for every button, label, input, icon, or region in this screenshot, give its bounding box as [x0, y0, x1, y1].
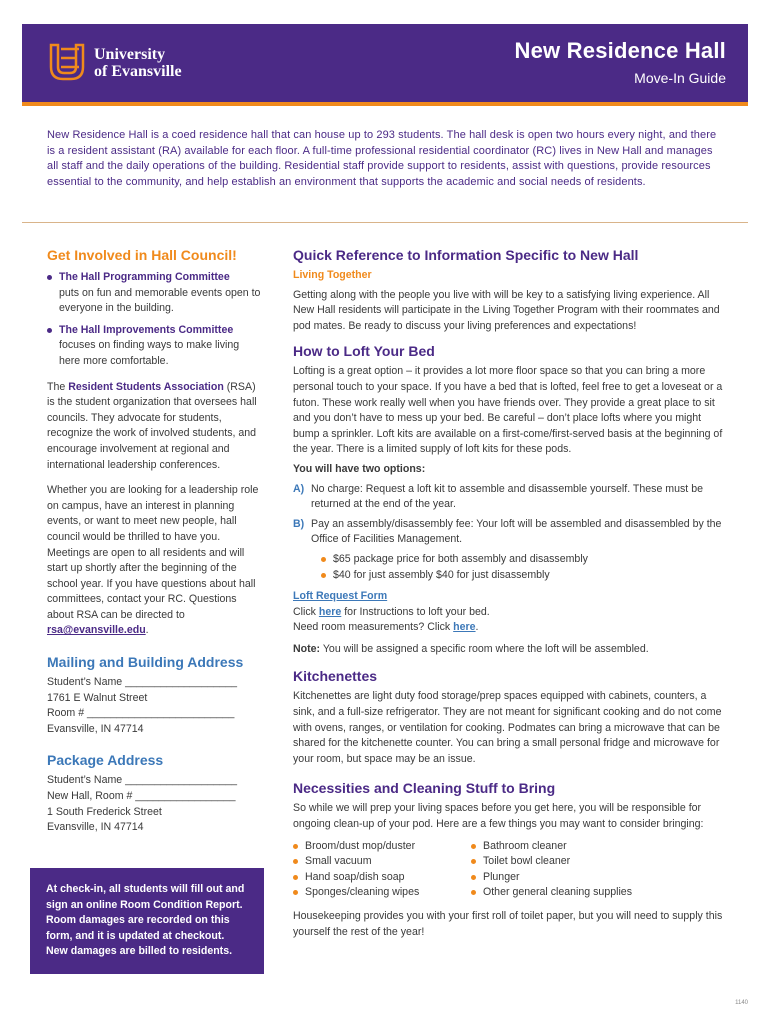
housekeeping-text: Housekeeping provides you with your first roll of toilet paper, but you will need to supply this yourself the rest of the year! — [293, 910, 723, 938]
loft-request-form-link[interactable]: Loft Request Form — [293, 590, 388, 603]
left-column — [47, 246, 261, 836]
address-line: 1761 E Walnut Street — [47, 691, 148, 704]
options-label: You will have two options: — [293, 462, 426, 475]
address-line: Evansville, IN 47714 — [47, 722, 144, 735]
list-item: Plunger — [471, 870, 649, 886]
council-heading: Get Involved in Hall Council! — [47, 247, 237, 263]
measurements-here-link[interactable]: here — [453, 621, 476, 634]
list-item — [47, 323, 261, 370]
list-item: Sponges/cleaning wipes — [293, 885, 471, 901]
rsa-email-link[interactable]: rsa@evansville.edu — [47, 624, 146, 637]
rsa-name: Resident Students Association — [68, 380, 224, 393]
rsa-text: (RSA) is the student organization that oversees hall councils. They advocate for students, recognize the work of involved students, and encourage involvement at regional and international leadership conferences. — [47, 380, 257, 471]
whether-paragraph — [47, 483, 261, 639]
page-number: 1140 — [735, 1000, 748, 1006]
ue-logo-mark-icon — [48, 41, 86, 85]
loft-note — [293, 642, 727, 658]
measure-post: . — [475, 621, 479, 634]
option-text: Pay an assembly/disassembly fee: Your loft will be assembled and disassembled by the Office of Facilities Management. — [311, 517, 722, 546]
living-together-subheading: Living Together — [293, 269, 372, 281]
package-heading: Package Address — [47, 752, 164, 769]
loft-text: Lofting is a great option – it provides a lot more floor space so that you can bring a more personal touch to your space. If you have a bed that is lofted, feel free to get a loveseat or a futon. These work really well when you have friends over. They provide a great place to sit and you don’t have to mess up your bed. Be careful – don’t place lofts where you might bump a sprinkler. Loft kits are available on a first-come/first-served basis at the beginning of the year. There is a limited supply of loft kits for these pods. — [293, 365, 723, 456]
kitchenettes-text: Kitchenettes are light duty food storage/prep spaces equipped with cabinets, counters, a sink, and a full-size refrigerator. They are not meant for significant cooking and do not come with ovens, ranges, or ventilation for cooking. Podmates can bring a microwave that can be shared for the kitchenette counter. You can bring a small personal fridge and microwave for your room, but space may be an issue. — [293, 690, 722, 765]
option-letter: B) — [293, 517, 305, 530]
list-item: Broom/dust mop/duster — [293, 839, 471, 855]
measurements-line — [293, 620, 727, 636]
note-label: Note: — [293, 642, 321, 655]
option-letter: A) — [293, 482, 305, 495]
loft-heading: How to Loft Your Bed — [293, 343, 435, 360]
kitchenettes-heading: Kitchenettes — [293, 668, 378, 685]
mailing-address — [47, 675, 261, 737]
header-accent-bar — [22, 102, 748, 106]
right-column — [293, 246, 727, 940]
address-line: Student’s Name ___________________ — [47, 676, 238, 689]
list-item: Other general cleaning supplies — [471, 885, 649, 901]
list-item — [47, 270, 261, 317]
list-item: Hand soap/dish soap — [293, 870, 471, 886]
address-line: Evansville, IN 47714 — [47, 821, 144, 834]
option-b — [293, 517, 727, 548]
quick-reference-heading: Quick Reference to Information Specific to New Hall — [293, 247, 639, 263]
necessities-list-right — [471, 839, 649, 901]
list-item: $65 package price for both assembly and disassembly — [321, 552, 727, 568]
university-logo[interactable] — [48, 41, 182, 85]
click-post: for Instructions to loft your bed. — [341, 605, 490, 618]
page-header — [22, 24, 748, 102]
address-line: New Hall, Room # _________________ — [47, 790, 236, 803]
loft-links — [293, 589, 727, 636]
room-condition-callout: At check-in, all students will fill out and sign an online Room Condition Report. Room damages are recorded on this form, and it is updated at checkout. New damages are billed to residents. — [30, 868, 264, 974]
package-address — [47, 773, 261, 835]
mailing-heading: Mailing and Building Address — [47, 654, 244, 671]
logo-line-2: of Evansville — [94, 63, 182, 80]
logo-line-1: University — [94, 46, 166, 63]
click-pre: Click — [293, 605, 319, 618]
list-item: Toilet bowl cleaner — [471, 854, 649, 870]
necessities-list-left — [293, 839, 471, 901]
whether-end: . — [145, 624, 149, 637]
living-together-text: Getting along with the people you live with will be key to a satisfying living experience. All New Hall residents will participate in the Living Together Program with their roommates and pod mates. Be ready to discuss your living preferences and expectations! — [293, 288, 720, 332]
list-item: $40 for just assembly $40 for just disassembly — [321, 568, 727, 584]
instructions-line — [293, 605, 727, 621]
address-line: Student’s Name ___________________ — [47, 774, 238, 787]
instructions-here-link[interactable]: here — [318, 605, 342, 618]
committee-text: focuses on finding ways to make living here more comfortable. — [59, 339, 240, 367]
whether-text: Whether you are looking for a leadership role on campus, have an interest in planning events, or want to meet new people, hall council would be thrilled to have you. Meetings are open to all residents and will start up shortly after the beginning of the school year. If you have questions about hall committees, contact your RC. Questions about RSA can be directed to — [47, 484, 259, 621]
page-title: New Residence Hall — [514, 38, 726, 63]
price-list — [293, 552, 727, 583]
address-line: 1 South Frederick Street — [47, 805, 162, 818]
section-divider — [22, 222, 748, 223]
page-subtitle: Move-In Guide — [634, 70, 726, 86]
measure-pre: Need room measurements? Click — [293, 621, 454, 634]
committee-list — [47, 270, 261, 370]
option-a — [293, 482, 727, 513]
intro-paragraph: New Residence Hall is a coed residence hall that can house up to 293 students. The hall desk is open two hours every night, and there is a resident assistant (RA) available for each floor. A full-time professional residential coordinator (RC) lives in New Hall and manages all staff and the daily operations of the building. Residential staff provide support to residents, assist with questions, provide resources essential to the community, and help establish an environment that supports the academic and social needs of residents. — [47, 129, 717, 188]
necessities-heading: Necessities and Cleaning Stuff to Bring — [293, 780, 556, 797]
committee-text: puts on fun and memorable events open to everyone in the building. — [59, 286, 261, 315]
rsa-paragraph — [47, 380, 261, 474]
necessities-text: So while we will prep your living spaces before you get here, you will be responsible for ongoing clean-up of your pod. Here are a few things you may want to consider bringing: — [293, 802, 704, 831]
committee-name: The Hall Programming Committee — [59, 271, 230, 283]
option-text: No charge: Request a loft kit to assemble and disassemble yourself. These must be returned at the end of the year. — [311, 482, 703, 511]
list-item: Small vacuum — [293, 854, 471, 870]
necessities-list — [293, 839, 727, 901]
list-item: Bathroom cleaner — [471, 839, 649, 855]
note-text: You will be assigned a specific room where the loft will be assembled. — [320, 642, 649, 655]
committee-name: The Hall Improvements Committee — [59, 323, 234, 336]
address-line: Room # _________________________ — [47, 707, 235, 720]
rsa-pre: The — [47, 380, 69, 393]
